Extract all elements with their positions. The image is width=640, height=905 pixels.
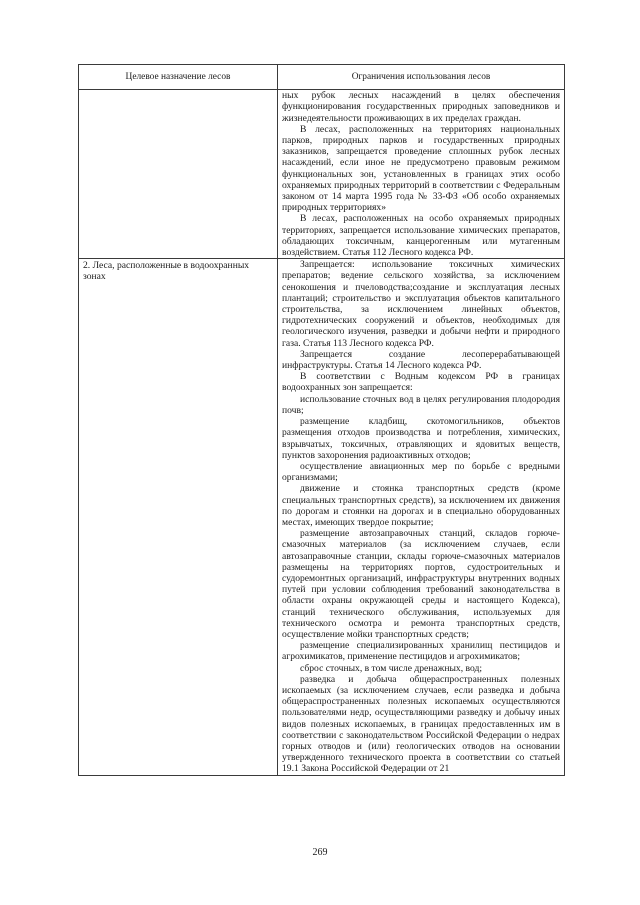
restriction-paragraph: В лесах, расположенных на территориях национальных парков, природных парков и государственных природных заказников, запрещается проведение сплошных рубок лесных насаждений, если иное не предусмотрено правовым режимом функциональных зон, установленных в границах этих особо охраняемых природных территорий в соответствии с Федеральным законом от 14 марта 1995 года № 33-ФЗ «Об особо охраняемых природных территориях» bbox=[282, 123, 560, 214]
restriction-paragraph: размещение специализированных хранилищ пестицидов и агрохимикатов, применение пестицидов и агрохимикатов; bbox=[282, 640, 560, 663]
forest-purpose-cell bbox=[79, 90, 278, 259]
restrictions-cell bbox=[278, 259, 565, 775]
restriction-paragraph: ных рубок лесных насаждений в целях обеспечения функционирования государственных природных заповедников и жизнедеятельности проживающих в их пределах граждан. bbox=[282, 90, 560, 124]
table-header-row bbox=[79, 65, 565, 90]
restriction-paragraph: движение и стоянка транспортных средств (кроме специальных транспортных средств), за исключением их движения по дорогам и стоянки на дорогах и в специально оборудованных местах, имеющих твердое покрытие; bbox=[282, 483, 560, 528]
restriction-paragraph: Запрещается создание лесоперерабатывающей инфраструктуры. Статья 14 Лесного кодекса РФ. bbox=[282, 348, 560, 372]
forest-purpose-cell bbox=[79, 259, 278, 775]
table-row bbox=[79, 259, 565, 775]
forest-restrictions-table bbox=[78, 64, 565, 776]
restriction-paragraph: разведка и добыча общераспространенных полезных ископаемых (за исключением случаев, если разведка и добыча общераспространенных полезных ископаемых осуществляются пользователями недр, осуществляющими разведку и добычу иных видов полезных ископаемых, в границах предоставленных им в соответствии с законодательством Российской Федерации о недрах горных отводов и (или) геологических отводов на основании утвержденного технического проекта в соответствии со статьей 19.1 Закона Российской Федерации от 21 bbox=[282, 673, 560, 775]
restriction-paragraph: размещение кладбищ, скотомогильников, объектов размещения отходов производства и потребления, химических, взрывчатых, токсичных, отравляющих и ядовитых веществ, пунктов захоронения радиоактивных отходов; bbox=[282, 416, 560, 461]
header-forest-purpose: Целевое назначение лесов bbox=[79, 65, 278, 90]
restriction-paragraph: использование сточных вод в целях регулирования плодородия почв; bbox=[282, 393, 560, 416]
restriction-paragraph: Запрещается: использование токсичных химических препаратов; ведение сельского хозяйства, за исключением сенокошения и пчеловодства;создание и эксплуатация лесных плантаций; строительство и эксплуатация объектов капитального строительства, за исключением линейных объектов, гидротехнических сооружений и объектов, необходимых для геологического изучения, разведки и добычи нефти и природного газа. Статья 113 Лесного кодекса РФ. bbox=[282, 259, 560, 349]
table-row bbox=[79, 90, 565, 259]
restriction-paragraph: размещение автозаправочных станций, складов горюче-смазочных материалов (за исключением случаев, если автозаправочные станции, склады горюче-смазочных материалов размещены на территориях портов, судостроительных и судоремонтных организаций, инфраструктуры внутренних водных путей при условии соблюдения требований законодательства в области охраны окружающей среды и настоящего Кодекса), станций технического обслуживания, используемых для технического осмотра и ремонта транспортных средств, осуществление мойки транспортных средств; bbox=[282, 528, 560, 640]
restriction-paragraph: сброс сточных, в том числе дренажных, вод; bbox=[300, 662, 483, 674]
restriction-paragraph: осуществление авиационных мер по борьбе с вредными организмами; bbox=[282, 460, 560, 484]
page-number: 269 bbox=[312, 847, 328, 858]
header-usage-restrictions: Ограничения использования лесов bbox=[278, 65, 565, 90]
restriction-paragraph: В соответствии с Водным кодексом РФ в границах водоохранных зон запрещается: bbox=[282, 371, 560, 394]
restrictions-cell bbox=[278, 90, 565, 259]
document-page bbox=[78, 64, 564, 776]
forest-purpose-text: 2. Леса, расположенные в водоохранных зонах bbox=[83, 260, 250, 283]
restriction-paragraph: В лесах, расположенных на особо охраняемых природных территориях, запрещается использование химических препаратов, обладающих токсичным, канцерогенным или мутагенным воздействием. Статья 112 Лесного кодекса РФ. bbox=[282, 213, 560, 259]
